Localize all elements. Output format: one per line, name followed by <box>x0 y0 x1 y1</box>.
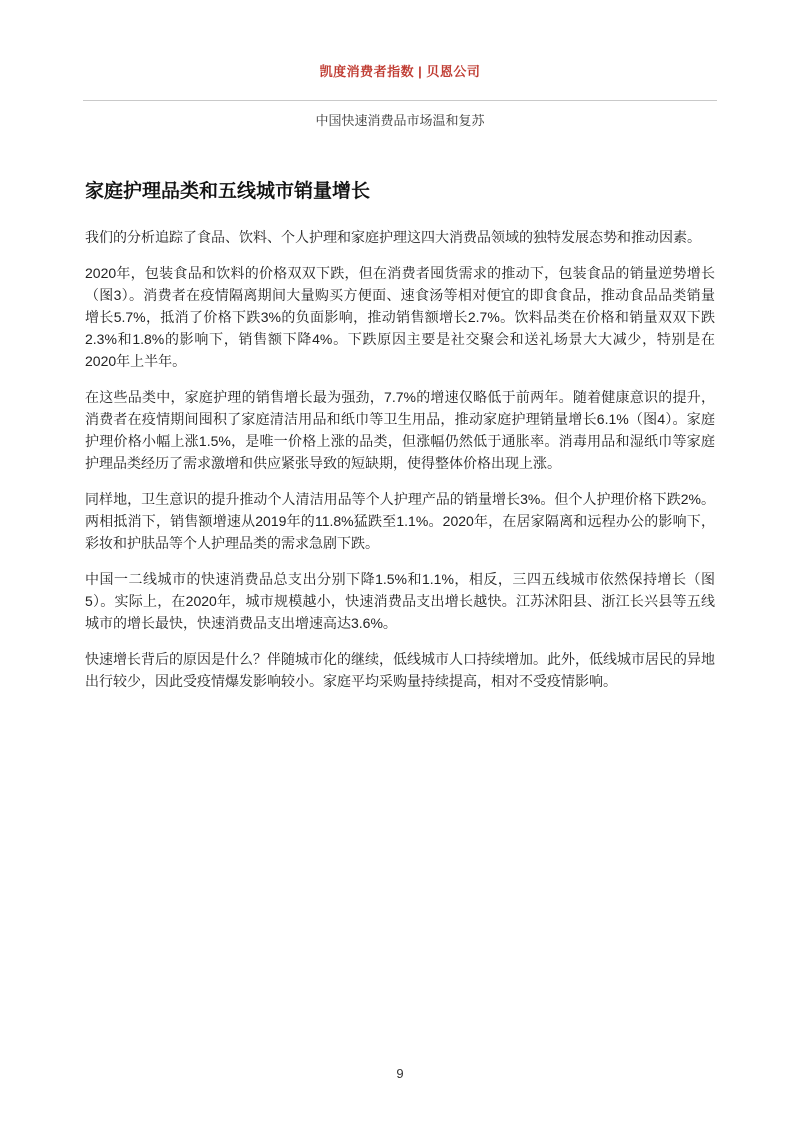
paragraph-growth-reasons: 快速增长背后的原因是什么？伴随城市化的继续，低线城市人口持续增加。此外，低线城市居民的异地出行较少，因此受疫情爆发影响较小。家庭平均采购量持续提高，相对不受疫情影响。 <box>85 651 715 689</box>
report-brand-header: 凯度消费者指数 | 贝恩公司 <box>319 64 481 79</box>
page-number: 9 <box>396 1066 404 1081</box>
report-subtitle: 中国快速消费品市场温和复苏 <box>315 113 485 128</box>
paragraph-city-tier-spending: 中国一二线城市的快速消费品总支出分别下降1.5%和1.1%，相反，三四五线城市依然保持增长（图5）。实际上，在2020年，城市规模越小，快速消费品支出增长越快。江苏沭阳县、浙江长兴县等五线城市的增长最快，快速消费品支出增速高达3.6%。 <box>85 571 715 631</box>
article-body <box>85 181 715 692</box>
section-heading: 家庭护理品类和五线城市销量增长 <box>85 181 371 202</box>
paragraph-home-care-growth: 在这些品类中，家庭护理的销售增长最为强劲，7.7%的增速仅略低于前两年。随着健康意识的提升，消费者在疫情期间囤积了家庭清洁用品和纸巾等卫生用品，推动家庭护理销量增长6.1%（图4）。家庭护理价格小幅上涨1.5%，是唯一价格上涨的品类，但涨幅仍然低于通胀率。消毒用品和湿纸巾等家庭护理品类经历了需求激增和供应紧张导致的短缺期，使得整体价格出现上涨。 <box>85 389 715 471</box>
paragraph-intro: 我们的分析追踪了食品、饮料、个人护理和家庭护理这四大消费品领域的独特发展态势和推动因素。 <box>85 229 701 245</box>
paragraph-packaged-food-beverage: 2020年，包装食品和饮料的价格双双下跌，但在消费者囤货需求的推动下，包装食品的销量逆势增长（图3）。消费者在疫情隔离期间大量购买方便面、速食汤等相对便宜的即食食品，推动食品品类销量增长5.7%，抵消了价格下跌3%的负面影响，推动销售额增长2.7%。饮料品类在价格和销量双双下跌2.3%和1.8%的影响下，销售额下降4%。下跌原因主要是社交聚会和送礼场景大大减少，特别是在2020年上半年。 <box>85 265 715 369</box>
header-divider <box>83 100 717 101</box>
paragraph-personal-care: 同样地，卫生意识的提升推动个人清洁用品等个人护理产品的销量增长3%。但个人护理价格下跌2%。两相抵消下，销售额增速从2019年的11.8%猛跌至1.1%。2020年，在居家隔离和远程办公的影响下，彩妆和护肤品等个人护理品类的需求急剧下跌。 <box>85 491 715 551</box>
